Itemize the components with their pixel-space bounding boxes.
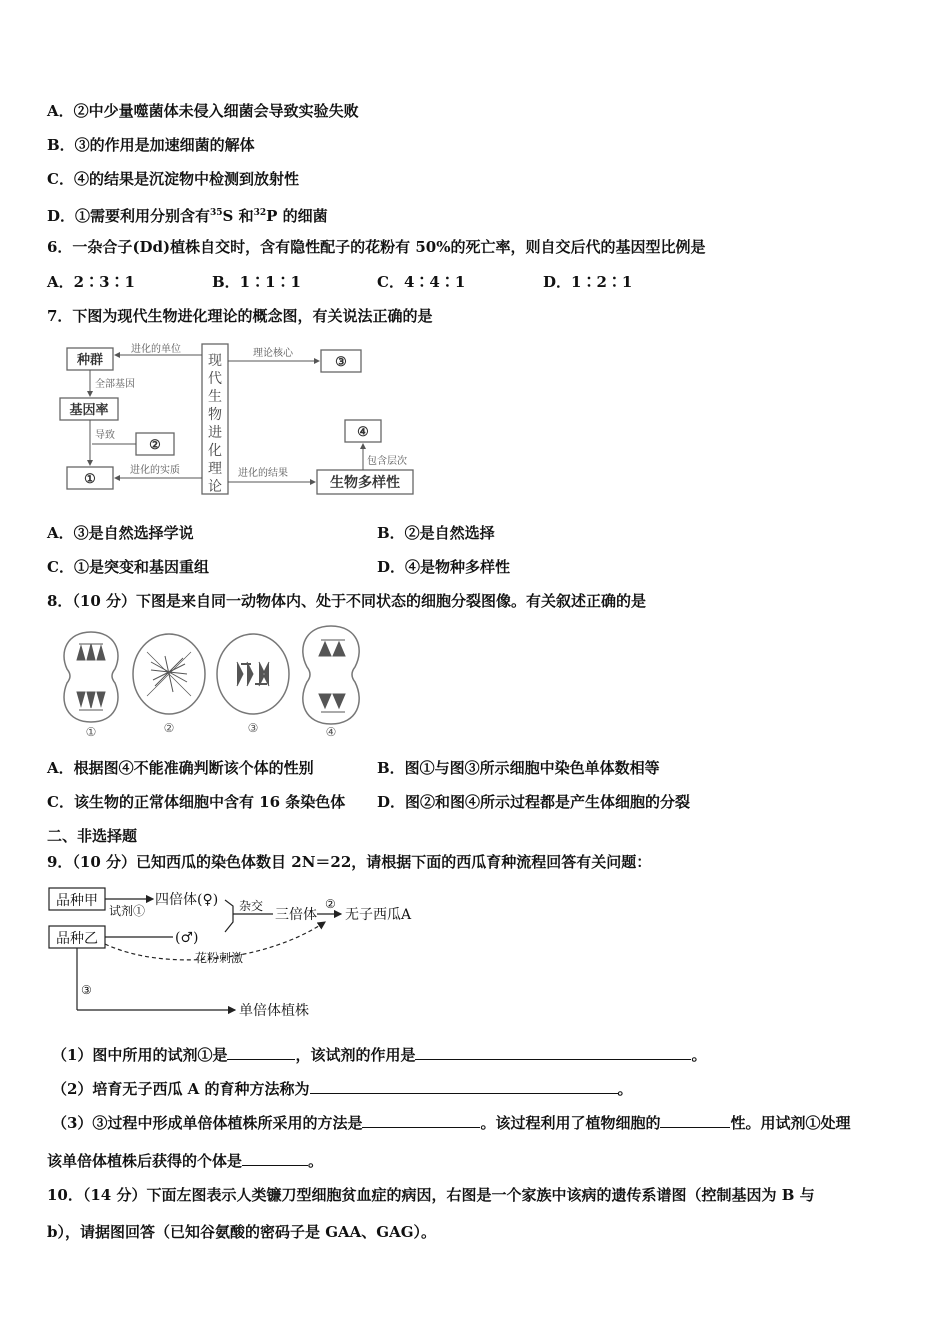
- cell4-outline: [303, 626, 359, 724]
- theory-char: 论: [208, 479, 222, 495]
- reagent-label: 试剂①: [109, 904, 146, 918]
- q9-part3-cont: [47, 1151, 323, 1171]
- q5-option-a: A．②中少量噬菌体未侵入细菌会导致实验失败: [47, 102, 359, 120]
- q9-part3-text4: 该单倍体植株后获得的个体是: [47, 1152, 243, 1170]
- q10-stem-line1: 10．（14 分）下面左图表示人类镰刀型细胞贫血症的病因，右图是一个家族中该病的遗传系谱图（控制基因为 B 与: [47, 1186, 815, 1204]
- q5-option-d-end: P 的细菌: [266, 207, 328, 225]
- unit-label: 进化的单位: [131, 344, 181, 355]
- triploid-label: 三倍体: [275, 907, 317, 923]
- q8-option-c: C．该生物的正常体细胞中含有 16 条染色体: [47, 793, 346, 811]
- answer-blank-4[interactable]: [362, 1113, 480, 1128]
- gene-frequency-label: 基因率: [69, 403, 109, 418]
- theory-char: 生: [208, 389, 222, 405]
- figure-label-1: ①: [85, 725, 97, 739]
- q5-option-c: C．④的结果是沉淀物中检测到放射性: [47, 170, 299, 188]
- q7-option-d: D．④是物种多样性: [377, 558, 511, 576]
- circle3-label: ③: [335, 355, 347, 370]
- q9-part2: [52, 1079, 633, 1099]
- lead-label: 导致: [95, 430, 115, 441]
- evolution-concept-diagram: [55, 340, 430, 505]
- theory-char: 进: [208, 425, 222, 441]
- seedless-label: 无子西瓜A: [345, 907, 412, 923]
- all-genes-label: 全部基因: [95, 379, 135, 390]
- answer-blank-6[interactable]: [242, 1151, 308, 1166]
- population-label: 种群: [76, 353, 104, 368]
- theory-char: 化: [208, 443, 222, 459]
- q6-option-c: C．4∶4∶1: [377, 273, 466, 291]
- answer-blank-5[interactable]: [660, 1113, 730, 1128]
- theory-char: 理: [208, 461, 222, 477]
- circle4-label: ④: [357, 425, 369, 440]
- q8-option-a: A．根据图④不能准确判断该个体的性别: [47, 759, 314, 777]
- q9-part3-text3: 性。用试剂①处理: [730, 1114, 851, 1132]
- q8-option-d: D．图②和图④所示过程都是产生体细胞的分裂: [377, 793, 691, 811]
- answer-blank-1[interactable]: [227, 1045, 295, 1060]
- q5-option-d-mid: S 和: [222, 207, 254, 225]
- isotope-32: 32: [253, 208, 267, 218]
- circle2-label: ②: [149, 438, 161, 453]
- q8-stem: 8．（10 分）下图是来自同一动物体内、处于不同状态的细胞分裂图像。有关叙述正确的是: [47, 592, 647, 610]
- theory-char: 代: [208, 371, 222, 387]
- haploid-label: 单倍体植株: [239, 1003, 309, 1019]
- levels-label: 包含层次: [367, 456, 407, 467]
- tetraploid-label: 四倍体(♀): [155, 892, 219, 908]
- answer-blank-2[interactable]: [415, 1045, 691, 1060]
- variety-b-label: 品种乙: [56, 931, 98, 947]
- q9-part3-text: （3）③过程中形成单倍体植株所采用的方法是: [52, 1114, 363, 1132]
- theory-char: 物: [208, 407, 222, 423]
- q5-option-b: B．③的作用是加速细菌的解体: [47, 136, 255, 154]
- step3-label: ③: [81, 983, 92, 997]
- q9-part1-text2: ，该试剂的作用是: [295, 1046, 416, 1064]
- q5-option-d: [47, 203, 328, 226]
- q6-option-a: A．2∶3∶1: [47, 273, 135, 291]
- variety-a-label: 品种甲: [56, 893, 98, 909]
- q9-part1: [52, 1045, 706, 1065]
- q10-stem-line2: b），请据图回答（已知谷氨酸的密码子是 GAA、GAG）。: [47, 1223, 437, 1241]
- q9-part1-end: 。: [691, 1046, 707, 1064]
- step2-label: ②: [325, 897, 336, 911]
- q5-option-d-text: D．①需要利用分别含有: [47, 207, 211, 225]
- q9-stem: 9．（10 分）已知西瓜的染色体数目 2N＝22，请根据下面的西瓜育种流程回答有关问题：: [47, 853, 652, 871]
- figure-label-4: ④: [325, 725, 337, 739]
- q8-option-b: B．图①与图③所示细胞中染色单体数相等: [377, 759, 660, 777]
- q9-part3-text2: 。该过程利用了植物细胞的: [480, 1114, 661, 1132]
- cell-division-figure: [55, 622, 375, 740]
- essence-label: 进化的实质: [130, 465, 180, 476]
- q7-stem: 7．下图为现代生物进化理论的概念图，有关说法正确的是: [47, 307, 433, 325]
- result-label: 进化的结果: [238, 468, 288, 479]
- biodiversity-label: 生物多样性: [330, 475, 400, 491]
- answer-blank-3[interactable]: [310, 1079, 618, 1094]
- q9-part2-text: （2）培育无子西瓜 A 的育种方法称为: [52, 1080, 310, 1098]
- figure-label-2: ②: [163, 721, 175, 735]
- isotope-35: 35: [210, 208, 223, 218]
- theory-char: 现: [208, 353, 222, 369]
- q6-option-d: D．1∶2∶1: [543, 273, 633, 291]
- cross-label: 杂交: [239, 899, 264, 913]
- q9-part3-end: 。: [308, 1152, 324, 1170]
- q6-option-b: B．1∶1∶1: [212, 273, 301, 291]
- figure-label-3: ③: [247, 721, 259, 735]
- male-label: (♂): [175, 930, 199, 946]
- pollen-label: 花粉刺激: [195, 951, 244, 965]
- q9-part3: [52, 1113, 850, 1133]
- q7-option-c: C．①是突变和基因重组: [47, 558, 209, 576]
- core-label: 理论核心: [253, 348, 293, 359]
- q7-option-a: A．③是自然选择学说: [47, 524, 194, 542]
- circle1-label: ①: [84, 472, 96, 487]
- q6-stem: 6．一杂合子(Dd)植株自交时，含有隐性配子的花粉有 50%的死亡率，则自交后代的基因型比例是: [47, 238, 706, 256]
- watermelon-breeding-diagram: [45, 882, 445, 1027]
- section-heading: 二、非选择题: [47, 827, 138, 845]
- q9-part2-end: 。: [617, 1080, 633, 1098]
- q9-part1-text: （1）图中所用的试剂①是: [52, 1046, 228, 1064]
- q7-option-b: B．②是自然选择: [377, 524, 495, 542]
